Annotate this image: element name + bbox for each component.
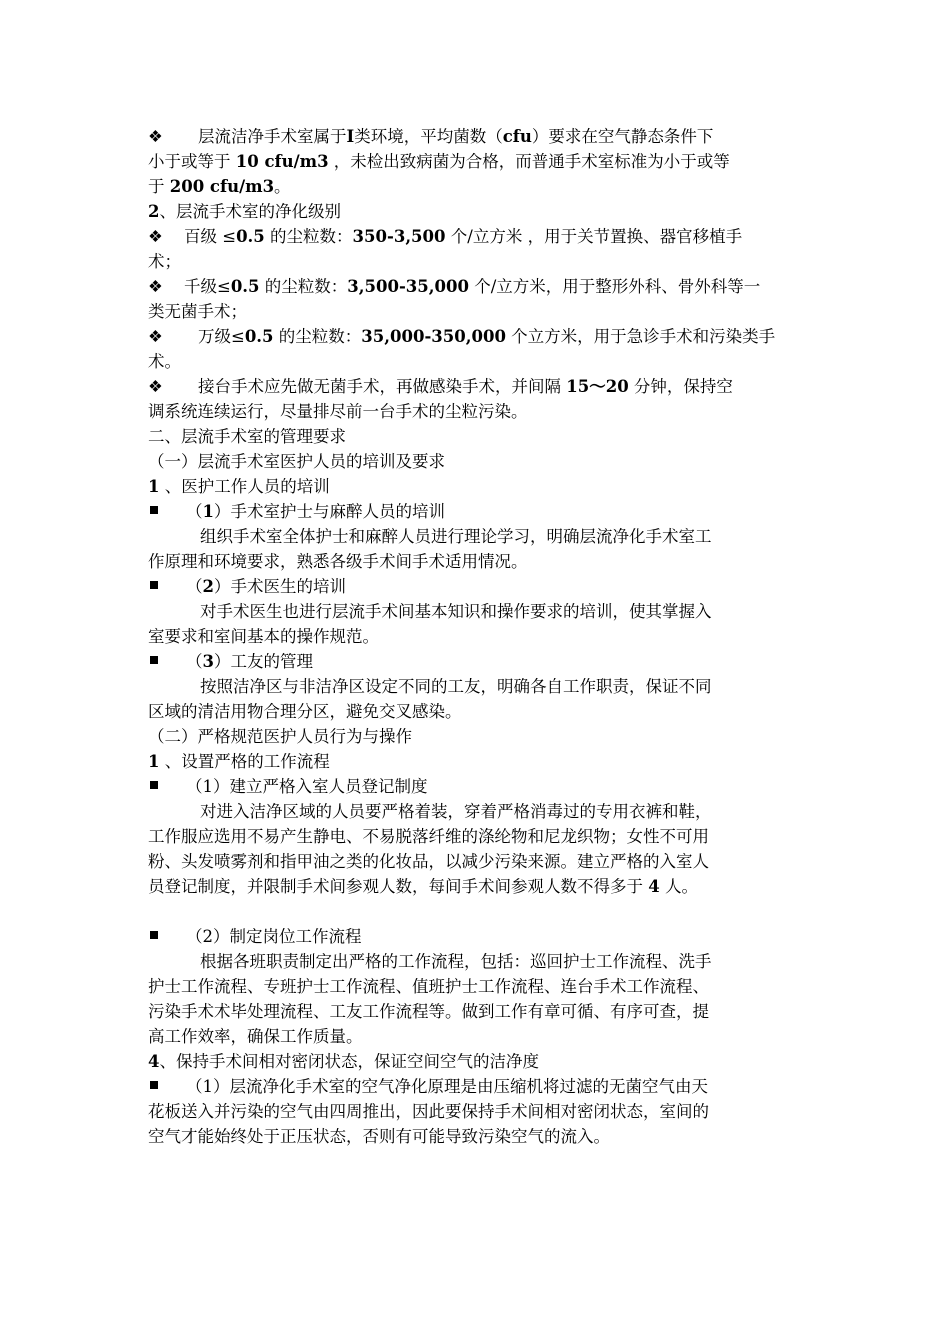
paragraph-line: 于 200 cfu/m3。 [148,177,291,196]
heading-purification-levels: 2、层流手术室的净化级别 [148,202,341,221]
diamond-bullet-icon: ❖ [148,227,163,246]
grade-10000-item: ❖ 万级≤0.5 的尘粒数：35,000-350,000 个立方米，用于急诊手术和污染类手 [148,324,808,349]
list-item-air-purification: （1）层流净化手术室的空气净化原理是由压缩机将过滤的无菌空气由天 [148,1074,808,1099]
paragraph-line: 术。 [148,352,181,371]
list-item-entry-registration: （1）建立严格入室人员登记制度 [148,774,808,799]
section-heading-management: 二、层流手术室的管理要求 [148,427,346,446]
paragraph-line: 类无菌手术； [148,302,247,321]
heading-staff-training: 1 、医护工作人员的培训 [148,477,330,496]
paragraph-line: 区域的清洁用物合理分区，避免交叉感染。 [148,702,462,721]
paragraph-class-one-environment: ❖ 层流洁净手术室属于I类环境，平均菌数（cfu）要求在空气静态条件下 [148,124,808,149]
paragraph-line: 术； [148,252,181,271]
paragraph-line: 小于或等于 10 cfu/m3 ，未检出致病菌为合格，而普通手术室标准为小于或等 [148,152,730,171]
paragraph-line: 工作服应选用不易产生静电、不易脱落纤维的涤纶物和尼龙织物；女性不可用 [148,827,709,846]
paragraph-line: 花板送入并污染的空气由四周推出，因此要保持手术间相对密闭状态，室间的 [148,1102,709,1121]
diamond-bullet-icon: ❖ [148,277,163,296]
paragraph-line: 员登记制度，并限制手术间参观人数，每间手术间参观人数不得多于 4 人。 [148,877,698,896]
list-item-doctor-training: （2）手术医生的培训 [148,574,808,599]
paragraph-line: 作原理和环境要求，熟悉各级手术间手术适用情况。 [148,552,528,571]
diamond-bullet-icon: ❖ [148,377,163,396]
paragraph-line: 按照洁净区与非洁净区设定不同的工友，明确各自工作职责，保证不同 [200,677,712,696]
square-bullet-icon [150,781,158,789]
blank-line [148,899,808,924]
list-item-worker-management: （3）工友的管理 [148,649,808,674]
paragraph-line: 高工作效率，确保工作质量。 [148,1027,363,1046]
heading-workflow: 1 、设置严格的工作流程 [148,752,330,771]
paragraph-line: 组织手术室全体护士和麻醉人员进行理论学习，明确层流净化手术室工 [200,527,712,546]
paragraph-line: 污染手术术毕处理流程、工友工作流程等。做到工作有章可循、有序可查，提 [148,1002,709,1021]
paragraph-line: 护士工作流程、专班护士工作流程、值班护士工作流程、连台手术工作流程、 [148,977,709,996]
subsection-heading-behavior: （二）严格规范医护人员行为与操作 [148,727,412,746]
square-bullet-icon [150,506,158,514]
square-bullet-icon [150,581,158,589]
paragraph-line: 对进入洁净区域的人员要严格着装，穿着严格消毒过的专用衣裤和鞋， [200,802,712,821]
heading-airtight: 4、保持手术间相对密闭状态，保证空间空气的洁净度 [148,1052,539,1071]
document-page [148,124,808,1149]
square-bullet-icon [150,931,158,939]
paragraph-line: 调系统连续运行，尽量排尽前一台手术的尘粒污染。 [148,402,528,421]
subsection-heading-training: （一）层流手术室医护人员的培训及要求 [148,452,445,471]
paragraph-line: 根据各班职责制定出严格的工作流程，包括：巡回护士工作流程、洗手 [200,952,712,971]
paragraph-line: 室要求和室间基本的操作规范。 [148,627,379,646]
grade-100-item: ❖ 百级 ≤0.5 的尘粒数：350-3,500 个/立方米 ，用于关节置换、器官移植手 [148,224,808,249]
grade-1000-item: ❖ 千级≤0.5 的尘粒数：3,500-35,000 个/立方米，用于整形外科、骨外科等一 [148,274,808,299]
diamond-bullet-icon: ❖ [148,327,163,346]
square-bullet-icon [150,656,158,664]
list-item-post-workflow: （2）制定岗位工作流程 [148,924,808,949]
paragraph-line: 对手术医生也进行层流手术间基本知识和操作要求的培训，使其掌握入 [200,602,712,621]
paragraph-line: 粉、头发喷雾剂和指甲油之类的化妆品，以减少污染来源。建立严格的入室人 [148,852,709,871]
list-item-nurse-training: （1）手术室护士与麻醉人员的培训 [148,499,808,524]
relay-surgery-item: ❖ 接台手术应先做无菌手术，再做感染手术，并间隔 15～20 分钟，保持空 [148,374,808,399]
paragraph-line: 空气才能始终处于正压状态，否则有可能导致污染空气的流入。 [148,1127,610,1146]
square-bullet-icon [150,1081,158,1089]
diamond-bullet-icon: ❖ [148,127,163,146]
